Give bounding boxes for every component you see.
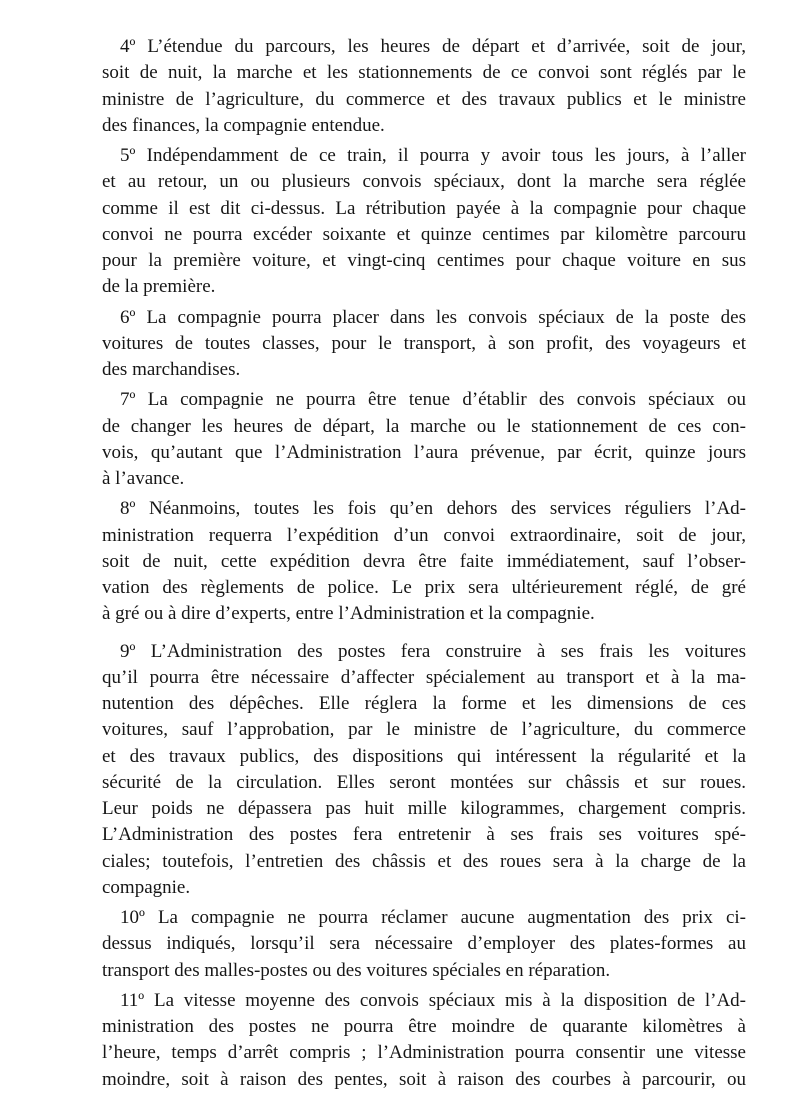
text-line: à gré ou à dire d’experts, entre l’Administration et la compagnie. [102, 603, 595, 625]
paragraph-9 [102, 639, 746, 902]
paragraph-5 [102, 143, 746, 301]
text-line: vation des règlements de police. Le prix sera ultérieurement réglé, de gré [102, 577, 746, 598]
text-line: moindre, soit à raison des pentes, soit à raison des courbes à parcourir, ou [102, 1068, 746, 1090]
text-line: 5º Indépendamment de ce train, il pourra y avoir tous les jours, à l’aller [120, 145, 746, 166]
text-line: des marchandises. [102, 359, 241, 380]
text-line: 11º La vitesse moyenne des convois spéciaux mis à la disposition de l’Ad- [120, 989, 746, 1011]
text-line: 4º L’étendue du parcours, les heures de départ et d’arrivée, soit de jour, [120, 36, 746, 57]
paragraph-10 [102, 905, 746, 984]
text-line: voitures, sauf l’approbation, par le ministre de l’agriculture, du commerce [102, 719, 746, 741]
text-line: 9º L’Administration des postes fera construire à ses frais les voitures [120, 640, 746, 662]
text-line: ministration requerra l’expédition d’un convoi extraordinaire, soit de jour, [102, 524, 746, 546]
text-line: 7º La compagnie ne pourra être tenue d’établir des convois spéciaux ou [120, 389, 746, 411]
text-line: soit de nuit, la marche et les stationnements de ce convoi sont réglés par le [102, 62, 746, 84]
text-line: nutention des dépêches. Elle réglera la forme et les dimensions de ces [102, 693, 746, 714]
text-line: et des travaux publics, des dispositions qui intéressent la régularité et la [102, 745, 746, 767]
text-line: 8º Néanmoins, toutes les fois qu’en dehors des services réguliers l’Ad- [120, 498, 746, 520]
text-line: dessus indiqués, lorsqu’il sera nécessaire d’employer des plates-formes au [102, 933, 746, 955]
text-line: Leur poids ne dépassera pas huit mille kilogrammes, chargement compris. [102, 798, 746, 819]
text-line: ministre de l’agriculture, du commerce et des travaux publics et le ministre [102, 88, 746, 110]
text-line: voitures de toutes classes, pour le transport, à son profit, des voyageurs et [102, 332, 746, 354]
text-line: compagnie. [102, 876, 191, 898]
paragraph-8 [102, 496, 746, 627]
paragraph-7 [102, 387, 746, 492]
body-text [102, 34, 746, 1093]
text-line: convoi ne pourra excéder soixante et quinze centimes par kilomètre parcouru [102, 223, 746, 245]
text-line: et au retour, un ou plusieurs convois spéciaux, dont la marche sera réglée [102, 171, 746, 193]
text-line: vois, qu’autant que l’Administration l’aura prévenue, par écrit, quinze jours [102, 441, 746, 463]
text-line: ministration des postes ne pourra être moindre de quarante kilomètres à [102, 1016, 746, 1037]
text-line: l’heure, temps d’arrêt compris ; l’Administration pourra consentir une vitesse [102, 1042, 746, 1064]
text-line: 6º La compagnie pourra placer dans les convois spéciaux de la poste des [120, 306, 746, 328]
text-line: sécurité de la circulation. Elles seront montées sur châssis et sur roues. [102, 771, 746, 793]
paragraph-gap [102, 628, 746, 639]
text-line: de la première. [102, 276, 216, 298]
text-line: de changer les heures de départ, la marche ou le stationnement de ces con- [102, 415, 746, 437]
text-line: soit de nuit, cette expédition devra être faite immédiatement, sauf l’obser- [102, 550, 746, 572]
paragraph-11 [102, 988, 746, 1093]
text-line: comme il est dit ci-dessus. La rétribution payée à la compagnie pour chaque [102, 197, 746, 219]
text-line: L’Administration des postes fera entretenir à ses frais ses voitures spé- [102, 824, 746, 846]
text-line: à l’avance. [102, 468, 185, 489]
text-line: ciales; toutefois, l’entretien des châssis et des roues sera à la charge de la [102, 850, 746, 872]
text-line: pour la première voiture, et vingt-cinq centimes pour chaque voiture en sus [102, 250, 746, 271]
text-line: qu’il pourra être nécessaire d’affecter spécialement au transport et à la ma- [102, 666, 746, 688]
text-line: des finances, la compagnie entendue. [102, 114, 385, 136]
text-line: transport des malles-postes ou des voitures spéciales en réparation. [102, 959, 611, 981]
text-line: 10º La compagnie ne pourra réclamer aucune augmentation des prix ci- [120, 907, 746, 928]
paragraph-6 [102, 305, 746, 384]
paragraph-4 [102, 34, 746, 139]
